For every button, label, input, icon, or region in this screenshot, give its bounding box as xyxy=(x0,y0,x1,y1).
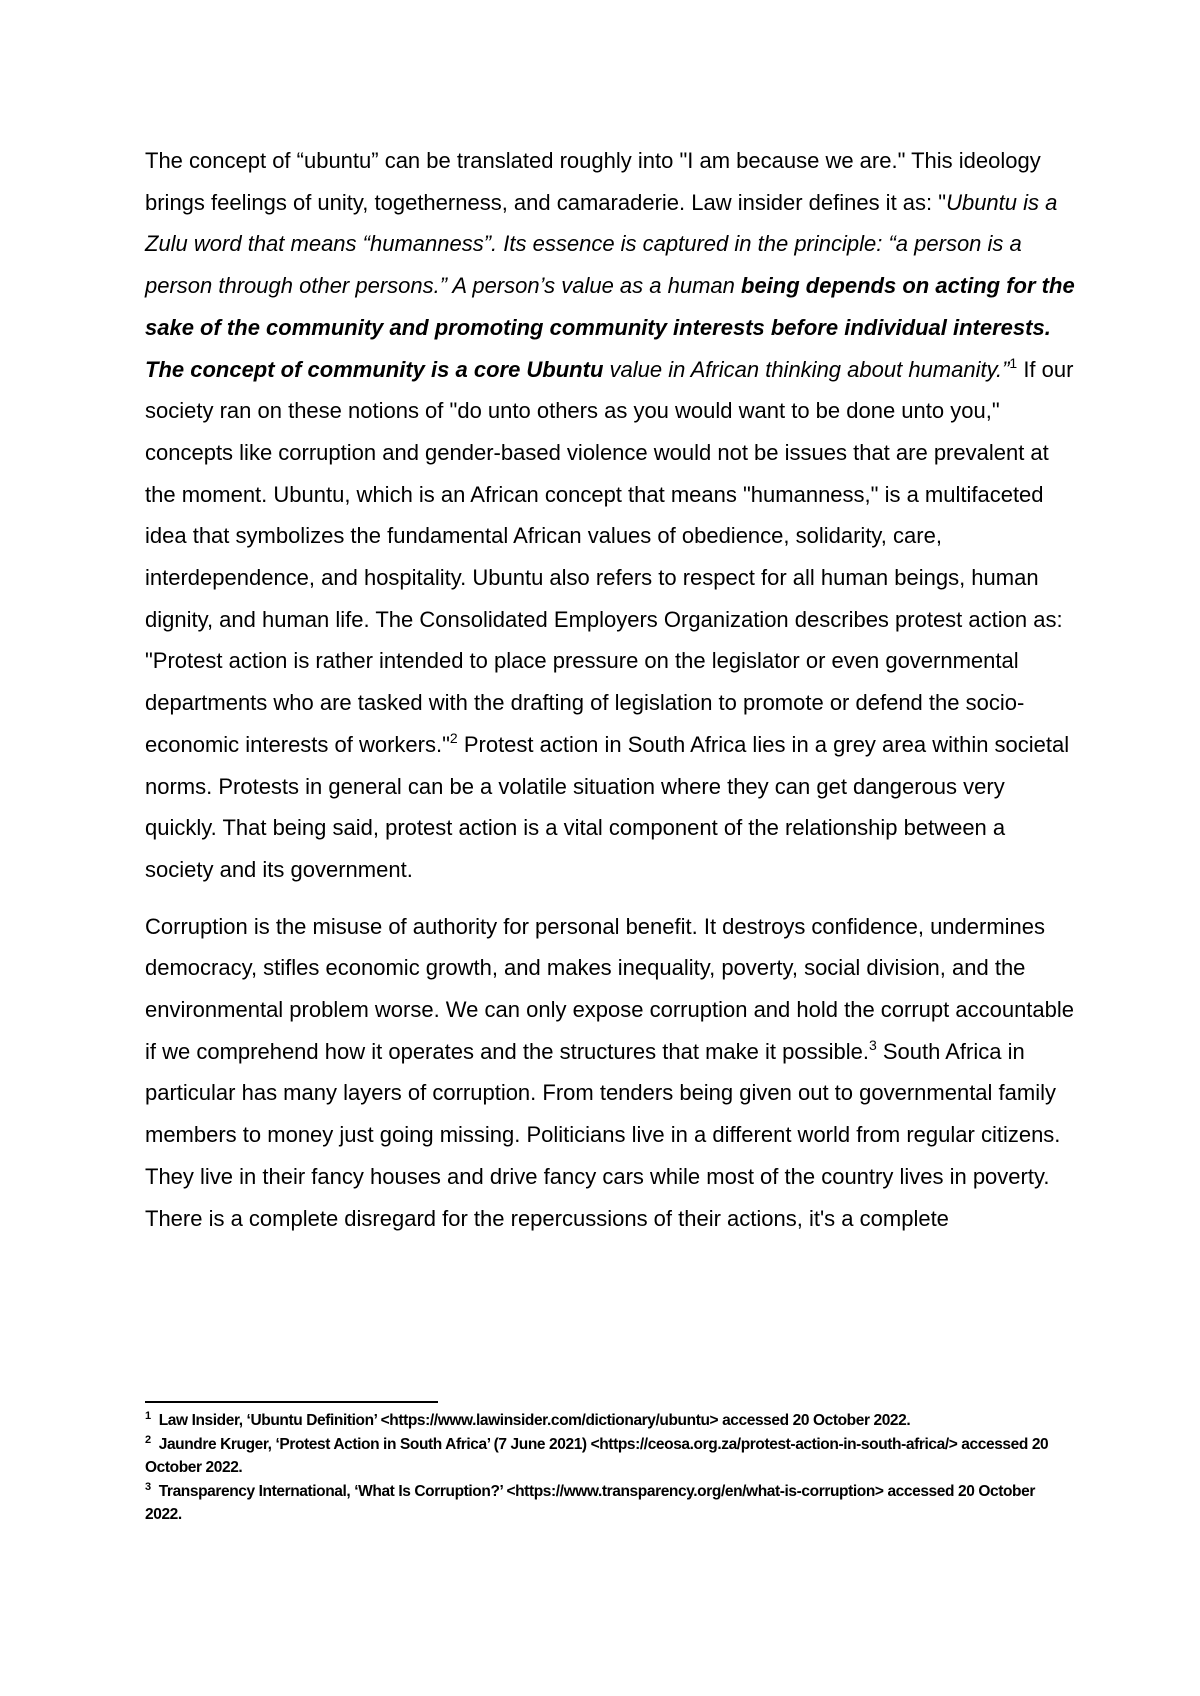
footnote-number-1: 1 xyxy=(145,1410,151,1422)
footnote-number-3: 3 xyxy=(145,1480,151,1493)
quote-italic-part-1: Ubuntu is a Zulu word that means “humanness”. Its essence is captured in the principle: “a person is a person through other persons.” A person’s value as a human xyxy=(145,189,1058,299)
footnote-text-3: Transparency International, ‘What Is Corruption?’ <https://www.transparency.org/en/what-is-corruption> accessed 20 October 2022. xyxy=(145,1482,1035,1523)
paragraph-ubuntu xyxy=(145,140,1075,891)
document-body xyxy=(145,140,1075,1239)
footnote-reference-3[interactable]: 3 xyxy=(868,1036,877,1053)
footnote-number-2: 2 xyxy=(145,1433,151,1446)
footnote-reference-1[interactable]: 1 xyxy=(1009,354,1018,371)
footnote-reference-2[interactable]: 2 xyxy=(449,729,458,746)
footnote-text-2: Jaundre Kruger, ‘Protest Action in South Africa’ (7 June 2021) <https://ceosa.org.za/protest-action-in-south-africa/> accessed 20 October 2022. xyxy=(145,1435,1049,1476)
corruption-south-africa-text: South Africa in particular has many layers of corruption. From tenders being given out to governmental family members to money just going missing. Politicians live in a different world from regular citizens. They live in their fancy houses and drive fancy cars while most of the country lives in poverty. There is a complete disregard for the repercussions of their actions, it's a complete xyxy=(145,1038,1061,1231)
footnote-1 xyxy=(145,1409,1075,1433)
ubuntu-protest-text: If our society ran on these notions of "do unto others as you would want to be done unto you," concepts like corruption and gender-based violence would not be issues that are prevalent at the moment. Ubuntu, which is an African concept that means "humanness," is a multifaceted idea that symbolizes the fundamental African values of obedience, solidarity, care, interdependence, and hospitality. Ubuntu also refers to respect for all human beings, human dignity, and human life. The Consolidated Employers Organization describes protest action as: "Protest action is rather intended to place pressure on the legislator or even governmental departments who are tasked with the drafting of legislation to promote or defend the socio-economic interests of workers." xyxy=(145,356,1074,757)
footnote-separator xyxy=(145,1401,438,1403)
quote-bold-italic-part: being depends on acting for the sake of the community and promoting community interests before individual interests. The concept of community is a core Ubuntu xyxy=(145,273,1075,382)
ubuntu-intro-text: The concept of “ubuntu” can be translated roughly into "I am because we are." This ideology brings feelings of unity, togetherness, and camaraderie. Law insider defines it as: " xyxy=(145,148,1041,215)
footnotes xyxy=(145,1409,1075,1527)
corruption-intro-text: Corruption is the misuse of authority for personal benefit. It destroys confidence, undermines democracy, stifles economic growth, and makes inequality, poverty, social division, and the environmental problem worse. We can only expose corruption and hold the corrupt accountable if we comprehend how it operates and the structures that make it possible. xyxy=(145,913,1075,1064)
footnote-text-1: Law Insider, ‘Ubuntu Definition’ <https://www.lawinsider.com/dictionary/ubuntu> accessed 20 October 2022. xyxy=(158,1412,911,1429)
paragraph-corruption xyxy=(145,906,1075,1240)
footnote-3 xyxy=(145,1480,1075,1527)
protest-closing-text: Protest action in South Africa lies in a grey area within societal norms. Protests in general can be a volatile situation where they can get dangerous very quickly. That being said, protest action is a vital component of the relationship between a society and its government. xyxy=(145,731,1070,882)
quote-italic-part-2: value in African thinking about humanity.” xyxy=(603,356,1010,382)
footnote-2 xyxy=(145,1433,1075,1480)
